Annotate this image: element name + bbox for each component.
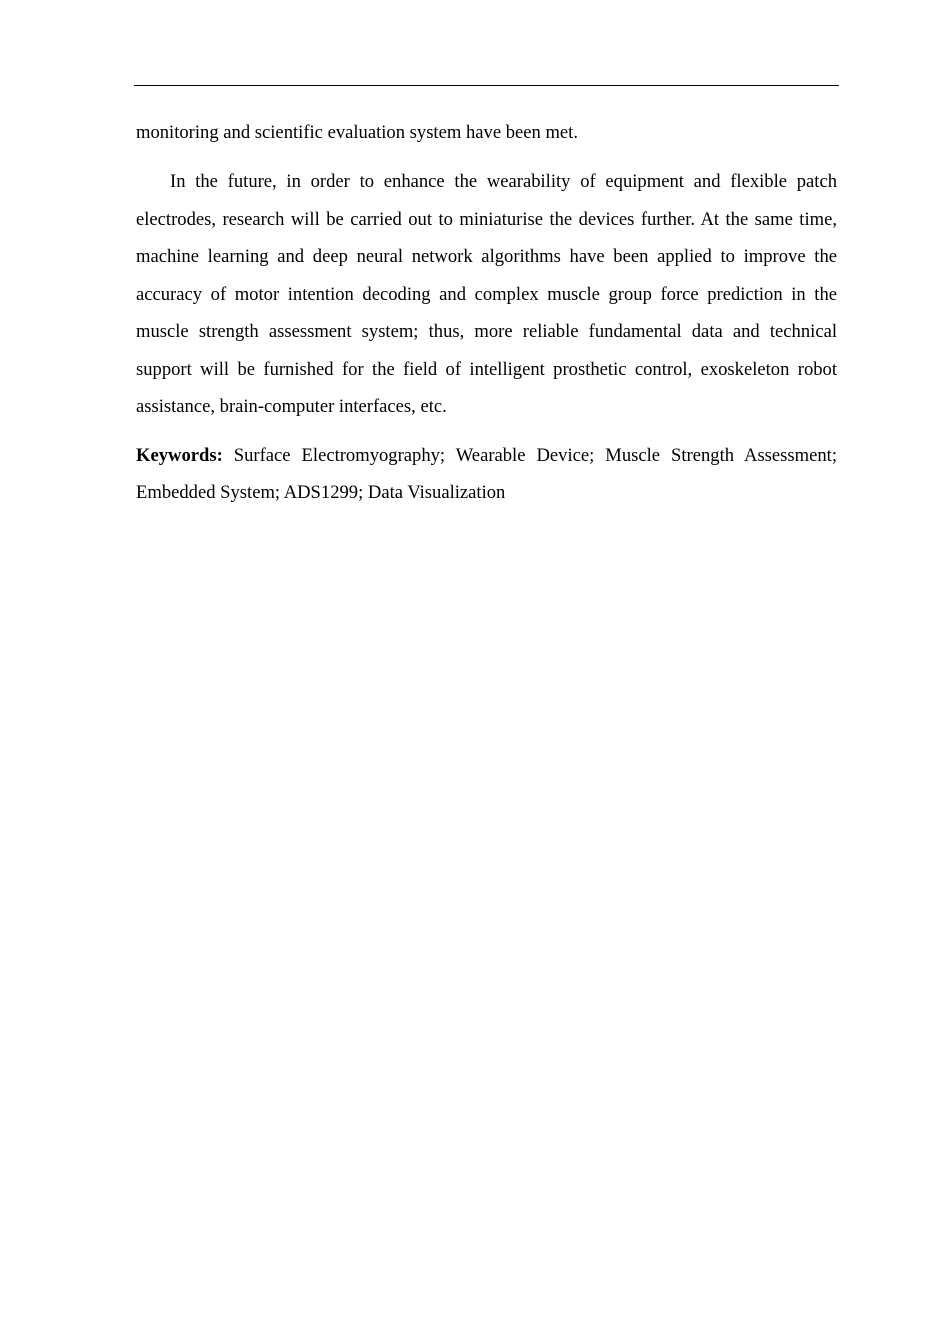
keywords-label: Keywords: [136,444,223,466]
header-rule [134,85,839,86]
abstract-body [136,114,837,512]
continued-paragraph: monitoring and scientific evaluation system have been met. [136,122,578,143]
future-work-paragraph: In the future, in order to enhance the wearability of equipment and flexible patch electrodes, research will be carried out to miniaturise the devices further. At the same time, machine learning and deep neural network algorithms have been applied to improve the accuracy of motor intention decoding and complex muscle group force prediction in the muscle strength assessment system; thus, more reliable fundamental data and technical support will be furnished for the field of intelligent prosthetic control, exoskeleton robot assistance, brain-computer interfaces, etc. [136,171,837,417]
keywords-line [136,437,837,512]
keywords-text: Surface Electromyography; Wearable Device; Muscle Strength Assessment; Embedded System; ADS1299; Data Visualization [136,444,837,503]
